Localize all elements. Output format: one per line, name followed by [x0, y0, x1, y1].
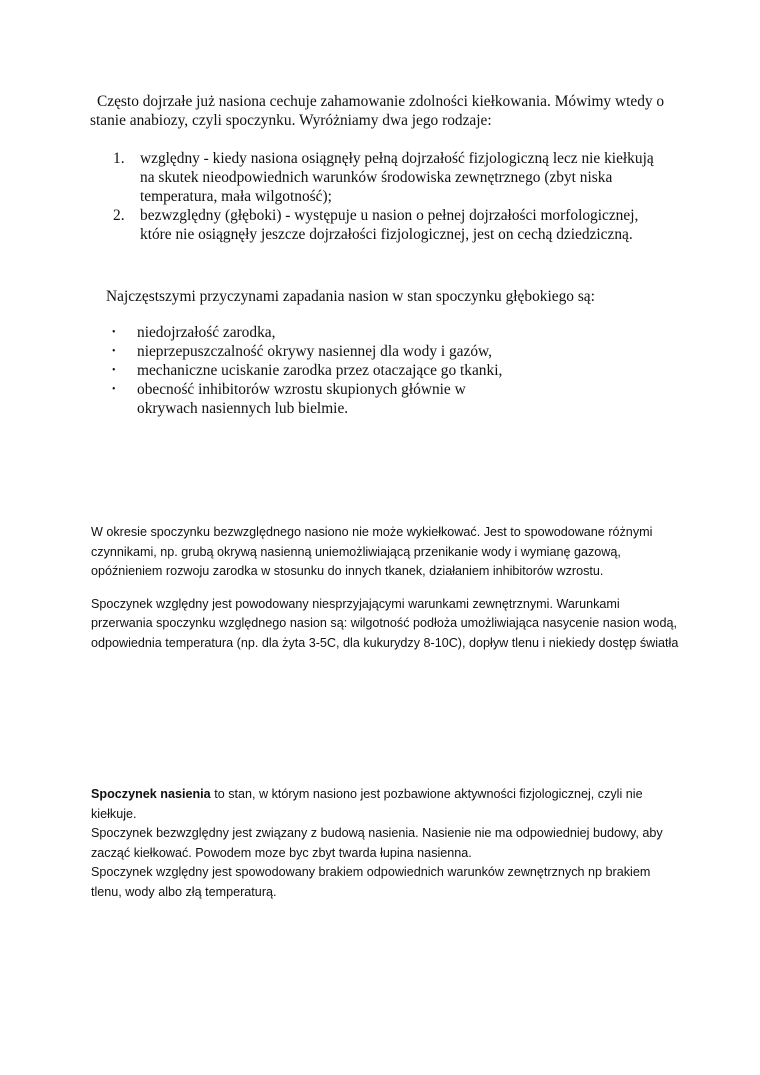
list-item-text: bezwzględny (głęboki) - występuje u nasion o pełnej dojrzałości morfologicznej, które nie osiągnęły jeszcze dojrzałości fizjologicznej, jest on cechą dziedziczną.	[140, 207, 639, 243]
list-item	[109, 323, 529, 342]
causes-intro-paragraph: Najczęstszymi przyczynami zapadania nasion w stan spoczynku głębokiego są:	[106, 288, 595, 305]
causes-list	[109, 323, 529, 418]
bullet-marker: •	[112, 384, 116, 395]
list-item	[109, 342, 529, 361]
relative-dormancy-line: Spoczynek względny jest spowodowany brakiem odpowiednich warunków zewnętrznych np brakiem tlenu, wody albo złą temperaturą.	[91, 865, 651, 899]
list-item	[113, 149, 665, 206]
list-item	[113, 206, 665, 244]
relative-dormancy-paragraph: Spoczynek względny jest powodowany niesprzyjającymi warunkami zewnętrznymi. Warunkami przerwania spoczynku względnego nasion są: wilgotność podłoża umożliwiająca nasycenie nasion wodą, odpowiednia temperatura (np. dla żyta 3-5C, dla kukurydzy 8-10C), dopływ tlenu i niekiedy dostęp światła	[91, 596, 679, 650]
section-dormancy-types	[90, 92, 672, 244]
list-item-text: obecność inhibitorów wzrostu skupionych głównie w okrywach nasiennych lub bielmie.	[137, 381, 466, 417]
list-item	[109, 380, 529, 418]
list-item-text: niedojrzałość zarodka,	[137, 324, 276, 341]
bold-term: Spoczynek nasienia	[91, 787, 211, 801]
section-deep-dormancy-causes	[106, 287, 666, 306]
dormancy-intro-paragraph: Często dojrzałe już nasiona cechuje zahamowanie zdolności kiełkowania. Mówimy wtedy o stanie anabiozy, czyli spoczynku. Wyróżniamy dwa jego rodzaje:	[90, 93, 665, 129]
definition-paragraph	[91, 785, 681, 824]
bullet-marker: •	[112, 365, 116, 376]
list-item-text: mechaniczne uciskanie zarodka przez otaczające go tkanki,	[137, 362, 503, 379]
section-seed-dormancy-definition	[91, 785, 681, 902]
absolute-dormancy-paragraph: W okresie spoczynku bezwzględnego nasiono nie może wykiełkować. Jest to spowodowane różnymi czynnikami, np. grubą okrywą nasienną uniemożliwiającą przenikanie wody i wymianę gazową, opóźnieniem rozwoju zarodka w stosunku do innych tkanek, działaniem inhibitorów wzrostu.	[91, 525, 653, 578]
list-item-text: nieprzepuszczalność okrywy nasiennej dla wody i gazów,	[137, 343, 492, 360]
absolute-dormancy-line: Spoczynek bezwzględny jest związany z budową nasienia. Nasienie nie ma odpowiedniej budowy, aby zacząć kiełkować. Powodem moze byc zbyt twarda łupina nasienna.	[91, 826, 663, 860]
list-marker: 1.	[113, 150, 125, 167]
list-item	[109, 361, 529, 380]
dormancy-types-list	[113, 149, 665, 244]
bullet-marker: •	[112, 327, 116, 338]
section-dormancy-details	[91, 523, 681, 653]
bullet-marker: •	[112, 346, 116, 357]
definition-text: to stan, w którym nasiono jest pozbawione aktywności fizjologicznej, czyli nie kiełkuje.	[91, 787, 643, 821]
list-item-text: względny - kiedy nasiona osiągnęły pełną dojrzałość fizjologiczną lecz nie kiełkują na skutek nieodpowiednich warunków środowiska zewnętrznego (zbyt niska temperatura, mała wilgotność);	[140, 150, 654, 205]
list-marker: 2.	[113, 207, 125, 224]
